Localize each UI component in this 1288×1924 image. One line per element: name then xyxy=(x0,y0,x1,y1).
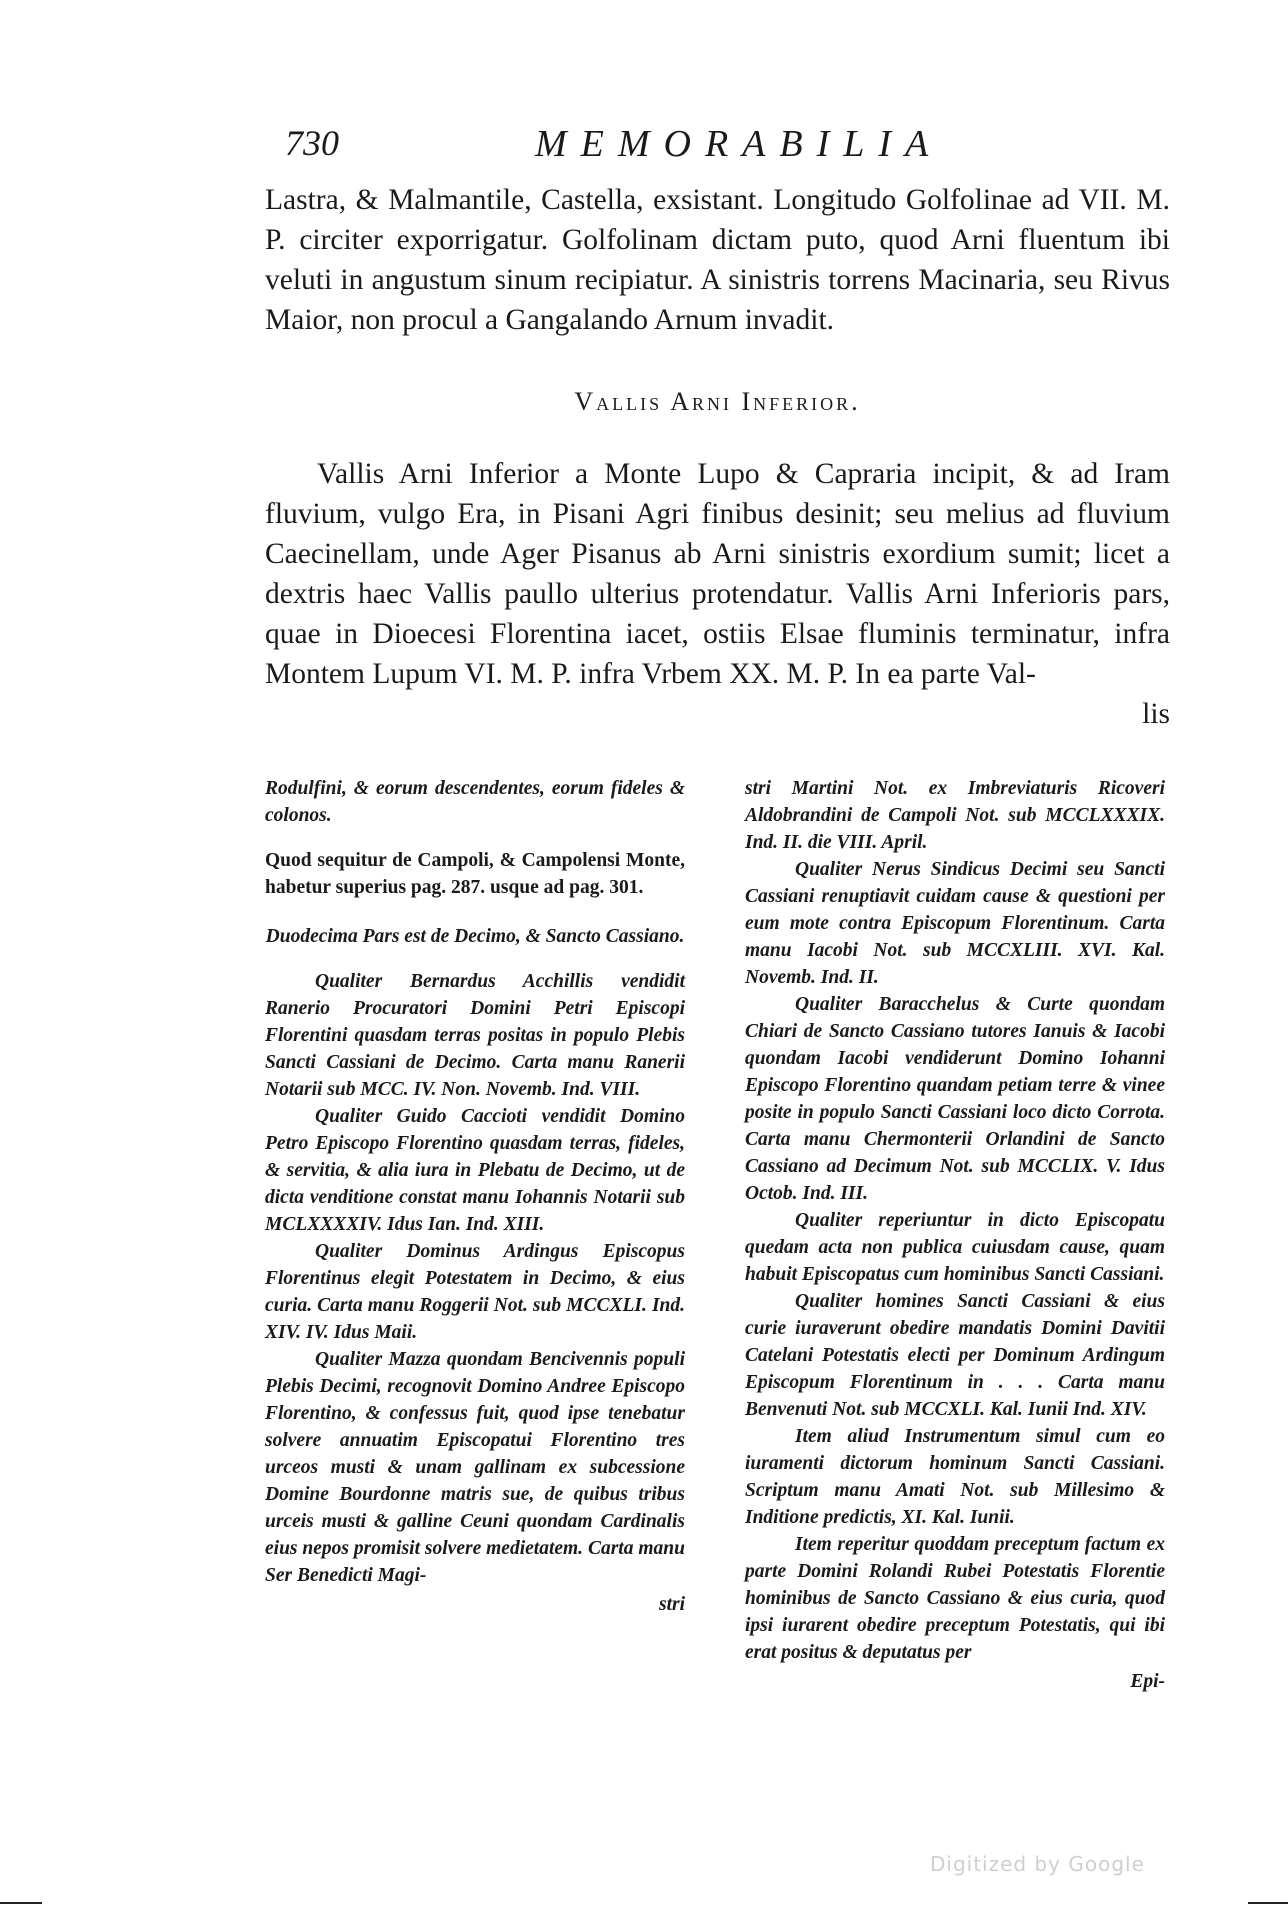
page-number: 730 xyxy=(285,123,339,163)
scan-edge-mark xyxy=(0,1902,42,1904)
right-column xyxy=(745,775,1165,1695)
column-paragraph: Quod sequitur de Campoli, & Campolensi Monte, habetur superius pag. 287. usque ad pag. 301. xyxy=(265,850,685,898)
page-header xyxy=(285,122,1175,172)
footnote-columns xyxy=(265,775,1170,1835)
catchword: Epi- xyxy=(1130,1671,1165,1692)
column-entry: Qualiter Nerus Sindicus Decimi seu Sancti Cassiani renuptiavit cuidam cause & questioni per eum mote contra Episcopum Florentinum. Carta manu Iacobi Not. sub MCCXLIII. XVI. Kal. Novemb. Ind. II. xyxy=(745,859,1165,988)
left-column xyxy=(265,775,685,1618)
digitized-watermark: Digitized by Google xyxy=(930,1852,1145,1876)
catchword: stri xyxy=(658,1594,685,1615)
column-paragraph: Rodulfini, & eorum descendentes, eorum fideles & colonos. xyxy=(265,778,685,826)
column-entry: Qualiter homines Sancti Cassiani & eius curie iuraverunt obedire mandatis Domini Davitii Catelani Potestatis electi per Dominum Ardingum Episcopum Florentinum in . . . Carta manu Benvenuti Not. sub MCCXLI. Kal. Iunii Ind. XIV. xyxy=(745,1291,1165,1420)
catchword: lis xyxy=(1142,698,1170,730)
main-text xyxy=(265,180,1170,734)
column-entry: Qualiter Dominus Ardingus Episcopus Florentinus elegit Potestatem in Decimo, & eius curia. Carta manu Roggerii Not. sub MCCXLI. Ind. XIV. IV. Idus Maii. xyxy=(265,1241,685,1343)
column-entry: Qualiter Guido Caccioti vendidit Domino Petro Episcopo Florentino quasdam terras, fideles, & servitia, & alia iura in Plebatu de Decimo, ut de dicta venditione constat manu Iohannis Notarii sub MCLXXXXIV. Idus Ian. Ind. XIII. xyxy=(265,1106,685,1235)
column-entry: Qualiter Baracchelus & Curte quondam Chiari de Sancto Cassiano tutores Ianuis & Iacobi quondam Iacobi vendiderunt Domino Iohanni Episcopo Florentino quandam petiam terre & vinee posite in populo Sancti Cassiani loco dicto Corrota. Carta manu Chermonterii Orlandini de Sancto Cassiano ad Decimum Not. sub MCCLIX. V. Idus Octob. Ind. III. xyxy=(745,994,1165,1204)
column-entry: Qualiter reperiuntur in dicto Episcopatu quedam acta non publica cuiusdam cause, quam habuit Episcopatus cum hominibus Sancti Cassiani. xyxy=(745,1210,1165,1285)
scan-edge-mark xyxy=(1248,1902,1288,1904)
column-entry: Qualiter Bernardus Acchillis vendidit Ranerio Procuratori Domini Petri Episcopi Florentini quasdam terras positas in populo Plebis Sancti Cassiani de Decimo. Carta manu Ranerii Notarii sub MCC. IV. Non. Novemb. Ind. VIII. xyxy=(265,971,685,1100)
column-paragraph: stri Martini Not. ex Imbreviaturis Ricoveri Aldobrandini de Campoli Not. sub MCCLXXXIX. Ind. II. die VIII. April. xyxy=(745,778,1165,853)
column-entry: Item aliud Instrumentum simul cum eo iuramenti dictorum hominum Sancti Cassiani. Scriptum manu Amati Not. sub Millesimo & Inditione predictis, XI. Kal. Iunii. xyxy=(745,1426,1165,1528)
main-paragraph: Vallis Arni Inferior a Monte Lupo & Capraria incipit, & ad Iram fluvium, vulgo Era, in Pisani Agri finibus desinit; seu melius ad fluvium Caecinellam, unde Ager Pisanus ab Arni sinistris exordium sumit; licet a dextris haec Vallis paullo ulterius protendatur. Vallis Arni Inferioris pars, quae in Dioecesi Florentina iacet, ostiis Elsae fluminis terminatur, infra Montem Lupum VI. M. P. infra Vrbem XX. M. P. In ea parte Val- xyxy=(265,458,1170,690)
running-title: MEMORABILIA xyxy=(535,123,943,165)
column-heading: Duodecima Pars est de Decimo, & Sancto Cassiano. xyxy=(265,926,685,947)
column-entry: Qualiter Mazza quondam Bencivennis populi Plebis Decimi, recognovit Domino Andree Episcopo Florentino, & confessus fuit, quod ipse tenebatur solvere annuatim Episcopatui Florentino tres urceos musti & unam gallinam ex subcessione Domine Bourdonne matris sue, de quibus tribus urceis musti & galline Ceuni quondam Cardinalis eius nepos promisit solvere medietatem. Carta manu Ser Benedicti Magi- xyxy=(265,1349,685,1586)
column-entry: Item reperitur quoddam preceptum factum ex parte Domini Rolandi Rubei Potestatis Florentie hominibus de Sancto Cassiano & eius curia, quod ipsi iurarent obedire preceptum Potestatis, qui ibi erat positus & deputatus per xyxy=(745,1534,1165,1663)
section-heading: Vallis Arni Inferior. xyxy=(574,387,861,416)
main-paragraph: Lastra, & Malmantile, Castella, exsistant. Longitudo Golfolinae ad VII. M. P. circiter exporrigatur. Golfolinam dictam puto, quod Arni fluentum ibi veluti in angustum sinum recipiatur. A sinistris torrens Macinaria, seu Rivus Maior, non procul a Gangalando Arnum invadit. xyxy=(265,184,1170,336)
